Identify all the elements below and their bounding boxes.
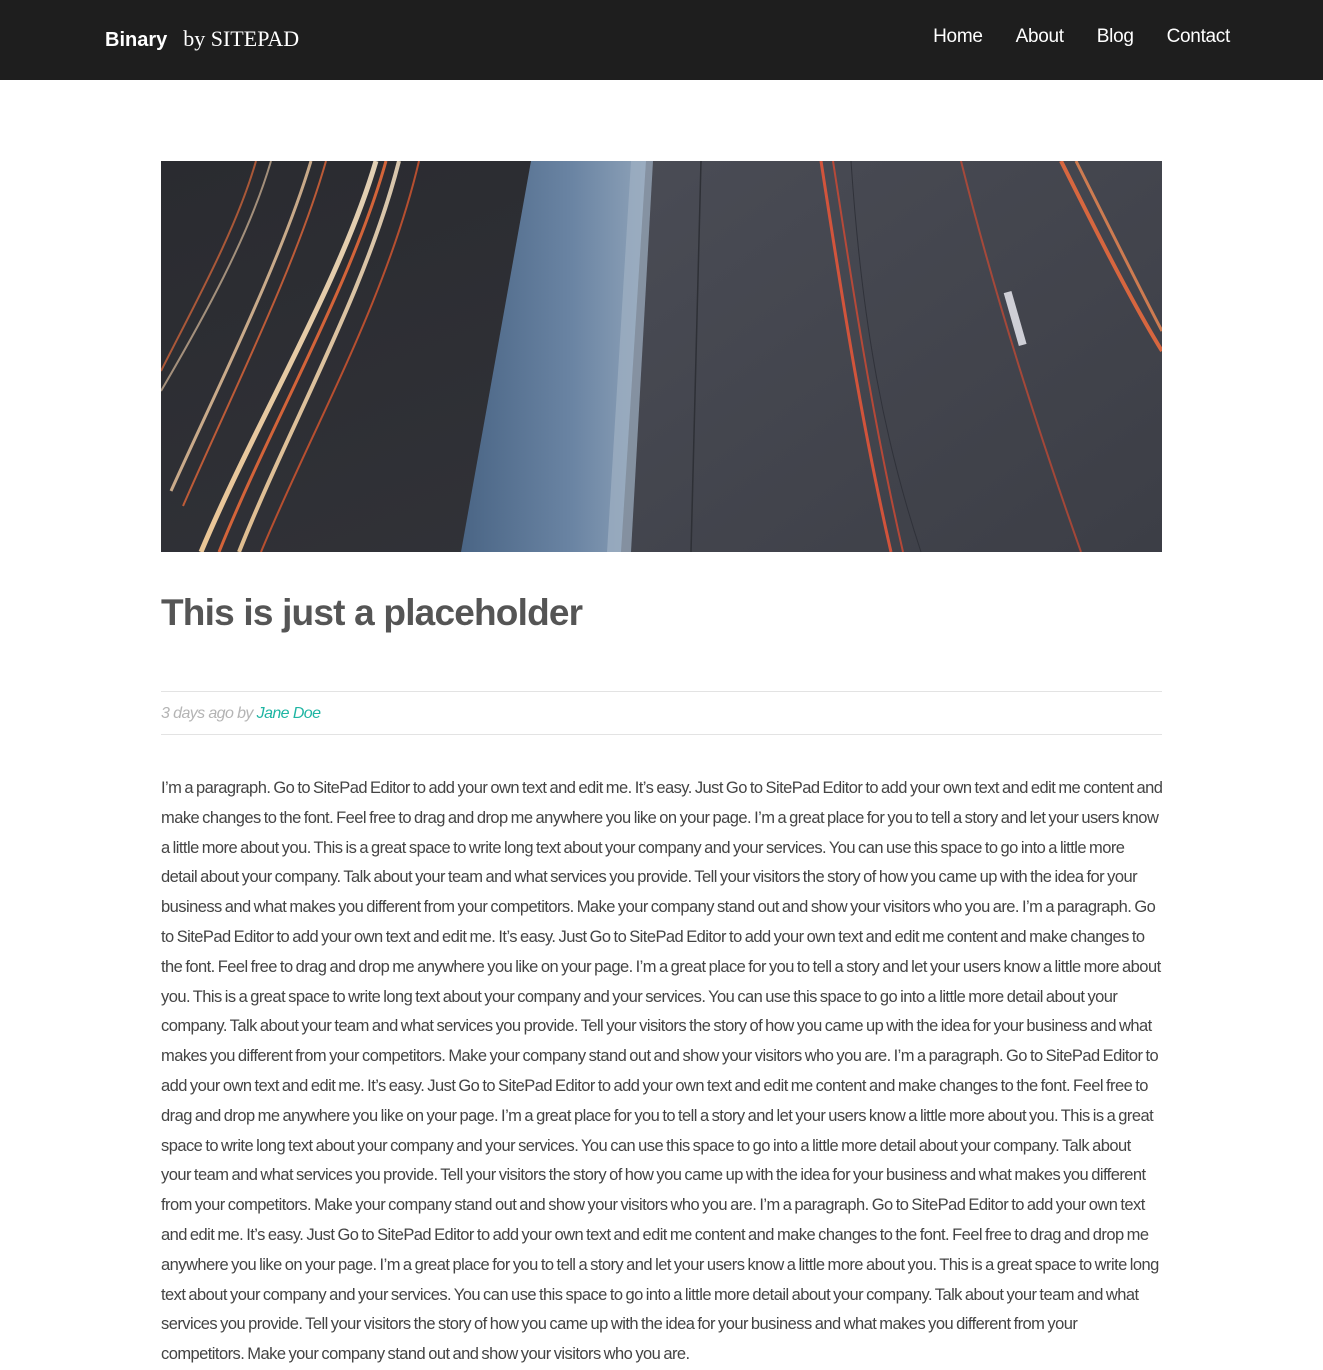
highway-light-trails-image — [161, 161, 1162, 552]
nav-blog-link[interactable]: Blog — [1096, 26, 1134, 47]
site-header — [0, 0, 1323, 80]
brand-name: Binary — [105, 29, 168, 51]
post-date: 3 days ago by — [161, 705, 257, 722]
brand-suffix: by SITEPAD — [183, 26, 300, 51]
hero-image — [161, 161, 1162, 552]
nav-about-link[interactable]: About — [1015, 26, 1064, 47]
post-meta — [161, 691, 1162, 735]
nav-home-link[interactable]: Home — [933, 26, 983, 47]
post-author-link[interactable]: Jane Doe — [256, 705, 321, 722]
main-nav — [933, 26, 1230, 48]
site-logo[interactable] — [105, 26, 299, 52]
post-title: This is just a placeholder — [161, 592, 583, 633]
nav-contact-link[interactable]: Contact — [1166, 26, 1230, 47]
post-body: I’m a paragraph. Go to SitePad Editor to add your own text and edit me. It’s easy. Just Go to SitePad Editor to add your own text and edit me content and make changes to the font. Feel free to drag and drop me anywhere you like on your page. I’m a great place for you to tell a story and let your users know a little more about you. This is a great space to write long text about your company and your services. You can use this space to go into a little more detail about your company. Talk about your team and what services you provide. Tell your visitors the story of how you came up with the idea for your business and what makes you different from your competitors. Make your company stand out and show your visitors who you are. I’m a paragraph. Go to SitePad Editor to add your own text and edit me. It’s easy. Just Go to SitePad Editor to add your own text and edit me content and make changes to the font. Feel free to drag and drop me anywhere you like on your page. I’m a great place for you to tell a story and let your users know a little more about you. This is a great space to write long text about your company and your services. You can use this space to go into a little more detail about your company. Talk about your team and what services you provide. Tell your visitors the story of how you came up with the idea for your business and what makes you different from your competitors. Make your company stand out and show your visitors who you are. I’m a paragraph. Go to SitePad Editor to add your own text and edit me. It’s easy. Just Go to SitePad Editor to add your own text and edit me content and make changes to the font. Feel free to drag and drop me anywhere you like on your page. I’m a great place for you to tell a story and let your users know a little more about you. This is a great space to write long text about your company and your services. You can use this space to go into a little more detail about your company. Talk about your team and what services you provide. Tell your visitors the story of how you came up with the idea for your business and what makes you different from your competitors. Make your company stand out and show your visitors who you are. I’m a paragraph. Go to SitePad Editor to add your own text and edit me. It’s easy. Just Go to SitePad Editor to add your own text and edit me content and make changes to the font. Feel free to drag and drop me anywhere you like on your page. I’m a great place for you to tell a story and let your users know a little more about you. This is a great space to write long text about your company and your services. You can use this space to go into a little more detail about your company. Talk about your team and what services you provide. Tell your visitors the story of how you came up with the idea for your business and what makes you different from your competitors. Make your company stand out and show your visitors who you are. — [161, 779, 1163, 1364]
